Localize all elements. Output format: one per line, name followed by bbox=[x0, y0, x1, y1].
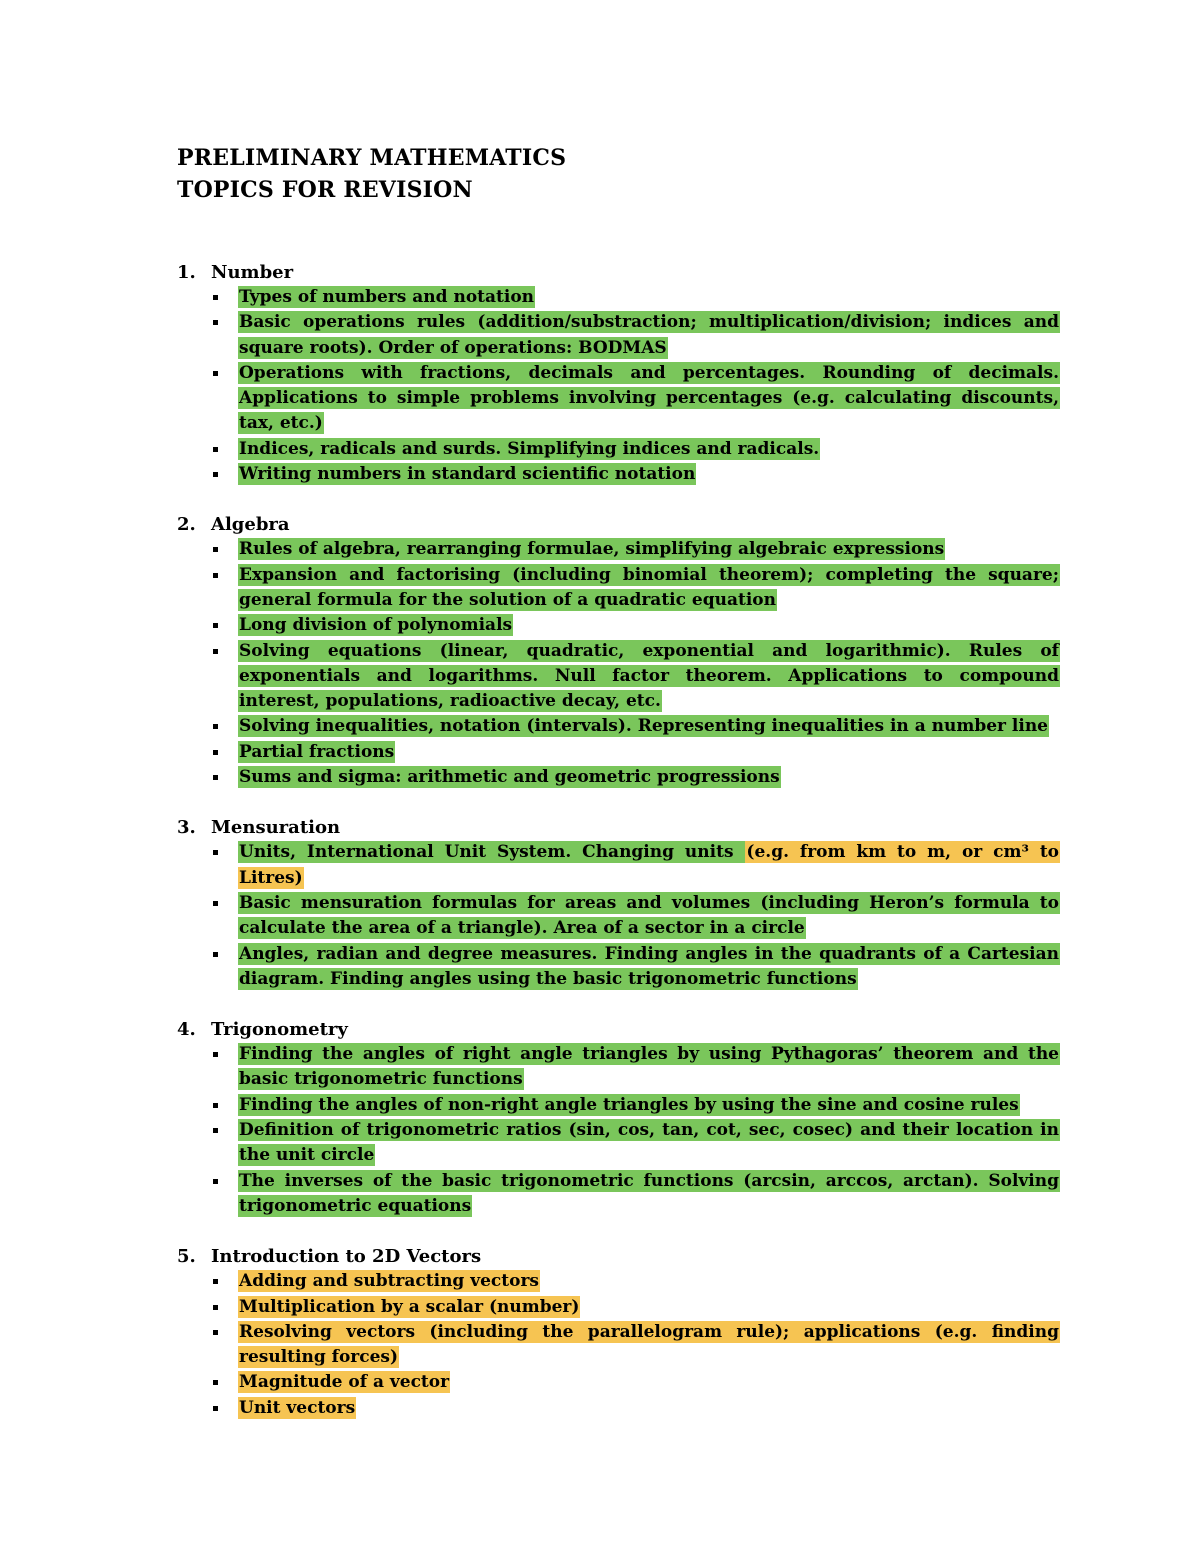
section-number: 1. bbox=[177, 262, 196, 283]
topic-list bbox=[177, 285, 1060, 487]
topic-section bbox=[177, 815, 1060, 992]
green-highlighted-text: Basic operations rules (addition/substraction; multiplication/division; indices and square roots). Order of operations: BODMAS bbox=[239, 312, 1059, 358]
square-bullet-icon bbox=[213, 952, 218, 957]
topic-sections bbox=[177, 260, 1060, 1421]
section-heading bbox=[177, 260, 1060, 285]
square-bullet-icon bbox=[213, 1330, 218, 1335]
green-highlighted-text: Sums and sigma: arithmetic and geometric progressions bbox=[239, 767, 780, 788]
orange-highlighted-text: Multiplication by a scalar (number) bbox=[239, 1296, 580, 1317]
green-highlighted-text: Angles, radian and degree measures. Finding angles in the quadrants of a Cartesian diagram. Finding angles using the basic trigonometric functions bbox=[239, 943, 1059, 989]
green-highlighted-text: Partial fractions bbox=[239, 741, 395, 762]
topic-item bbox=[177, 1396, 1060, 1421]
square-bullet-icon bbox=[213, 547, 218, 552]
green-highlighted-text: Long division of polynomials bbox=[239, 615, 513, 636]
topic-item bbox=[177, 437, 1060, 462]
title-line-1: PRELIMINARY MATHEMATICS bbox=[177, 145, 567, 171]
green-highlighted-text: Writing numbers in standard scientific notation bbox=[239, 464, 696, 485]
topic-section bbox=[177, 512, 1060, 790]
topic-item bbox=[177, 285, 1060, 310]
square-bullet-icon bbox=[213, 623, 218, 628]
topic-item bbox=[177, 1093, 1060, 1118]
topic-item bbox=[177, 310, 1060, 361]
green-highlighted-text: Expansion and factorising (including binomial theorem); completing the square; general formula for the solution of a quadratic equation bbox=[239, 564, 1059, 610]
square-bullet-icon bbox=[213, 850, 218, 855]
square-bullet-icon bbox=[213, 1179, 218, 1184]
topic-item bbox=[177, 765, 1060, 790]
topic-item bbox=[177, 1320, 1060, 1371]
green-highlighted-text: Solving inequalities, notation (intervals). Representing inequalities in a number line bbox=[239, 716, 1049, 737]
section-number: 3. bbox=[177, 817, 196, 839]
square-bullet-icon bbox=[213, 775, 218, 780]
section-heading bbox=[177, 1244, 1060, 1269]
section-heading bbox=[177, 512, 1060, 537]
square-bullet-icon bbox=[213, 1103, 218, 1108]
square-bullet-icon bbox=[213, 750, 218, 755]
square-bullet-icon bbox=[213, 447, 218, 452]
orange-highlighted-text: Unit vectors bbox=[239, 1397, 356, 1418]
topic-list bbox=[177, 1042, 1060, 1219]
orange-highlighted-text: Resolving vectors (including the parallelogram rule); applications (e.g. finding resulting forces) bbox=[239, 1321, 1059, 1368]
topic-item bbox=[177, 613, 1060, 638]
square-bullet-icon bbox=[213, 1052, 218, 1057]
green-highlighted-text: Finding the angles of non-right angle triangles by using the sine and cosine rules bbox=[239, 1094, 1019, 1115]
topic-item bbox=[177, 462, 1060, 487]
square-bullet-icon bbox=[213, 1279, 218, 1284]
square-bullet-icon bbox=[213, 1305, 218, 1310]
topic-item bbox=[177, 1370, 1060, 1395]
green-highlighted-text: Types of numbers and notation bbox=[239, 287, 535, 307]
topic-section bbox=[177, 1244, 1060, 1421]
square-bullet-icon bbox=[213, 649, 218, 654]
square-bullet-icon bbox=[213, 1406, 218, 1411]
topic-item bbox=[177, 639, 1060, 715]
green-highlighted-text: Definition of trigonometric ratios (sin, cos, tan, cot, sec, cosec) and their location in the unit circle bbox=[239, 1120, 1059, 1166]
section-heading bbox=[177, 815, 1060, 840]
section-heading bbox=[177, 1017, 1060, 1042]
topic-item bbox=[177, 1042, 1060, 1093]
section-title: Introduction to 2D Vectors bbox=[211, 1246, 482, 1268]
green-highlighted-text: Basic mensuration formulas for areas and volumes (including Heron’s formula to calculate the area of a triangle). Area of a sector in a circle bbox=[239, 892, 1059, 939]
section-number: 5. bbox=[177, 1246, 196, 1268]
topic-item bbox=[177, 1169, 1060, 1220]
section-number: 4. bbox=[177, 1019, 196, 1041]
green-highlighted-text: Finding the angles of right angle triangles by using Pythagoras’ theorem and the basic trigonometric functions bbox=[239, 1044, 1059, 1090]
green-highlighted-text: Units, International Unit System. Changing units bbox=[239, 842, 745, 863]
topic-item bbox=[177, 361, 1060, 437]
document-page bbox=[177, 142, 1060, 1446]
green-highlighted-text: Operations with fractions, decimals and percentages. Rounding of decimals. Applications to simple problems involving percentages (e.g. calculating discounts, tax, etc.) bbox=[239, 362, 1059, 434]
topic-item bbox=[177, 891, 1060, 942]
square-bullet-icon bbox=[213, 320, 218, 325]
green-highlighted-text: The inverses of the basic trigonometric functions (arcsin, arccos, arctan). Solving trigonometric equations bbox=[239, 1170, 1059, 1216]
topic-item bbox=[177, 1118, 1060, 1169]
topic-item bbox=[177, 740, 1060, 765]
orange-highlighted-text: (e.g. from km to m, or cm³ to Litres) bbox=[239, 842, 1060, 888]
section-title: Trigonometry bbox=[211, 1019, 348, 1041]
topic-list bbox=[177, 1269, 1060, 1421]
topic-item bbox=[177, 714, 1060, 739]
square-bullet-icon bbox=[213, 573, 218, 578]
section-title: Mensuration bbox=[211, 817, 341, 839]
title-line-2: TOPICS FOR REVISION bbox=[177, 177, 473, 203]
green-highlighted-text: Solving equations (linear, quadratic, exponential and logarithmic). Rules of exponentials and logarithms. Null factor theorem. Applications to compound interest, populations, radioactive decay, etc. bbox=[239, 640, 1059, 712]
square-bullet-icon bbox=[213, 1128, 218, 1133]
square-bullet-icon bbox=[213, 295, 218, 300]
section-title: Number bbox=[211, 262, 294, 283]
topic-item bbox=[177, 1295, 1060, 1320]
green-highlighted-text: Indices, radicals and surds. Simplifying indices and radicals. bbox=[239, 438, 820, 459]
topic-item bbox=[177, 840, 1060, 891]
square-bullet-icon bbox=[213, 901, 218, 906]
topic-section bbox=[177, 260, 1060, 487]
topic-item bbox=[177, 1269, 1060, 1294]
topic-list bbox=[177, 840, 1060, 992]
square-bullet-icon bbox=[213, 472, 218, 477]
square-bullet-icon bbox=[213, 371, 218, 376]
section-number: 2. bbox=[177, 514, 196, 536]
orange-highlighted-text: Magnitude of a vector bbox=[239, 1372, 450, 1393]
green-highlighted-text: Rules of algebra, rearranging formulae, simplifying algebraic expressions bbox=[239, 539, 945, 560]
square-bullet-icon bbox=[213, 724, 218, 729]
square-bullet-icon bbox=[213, 1380, 218, 1385]
section-title: Algebra bbox=[211, 514, 290, 536]
topic-item bbox=[177, 537, 1060, 562]
topic-section bbox=[177, 1017, 1060, 1219]
topic-item bbox=[177, 942, 1060, 993]
orange-highlighted-text: Adding and subtracting vectors bbox=[239, 1271, 539, 1292]
document-title bbox=[177, 142, 1060, 206]
topic-item bbox=[177, 563, 1060, 614]
topic-list bbox=[177, 537, 1060, 790]
